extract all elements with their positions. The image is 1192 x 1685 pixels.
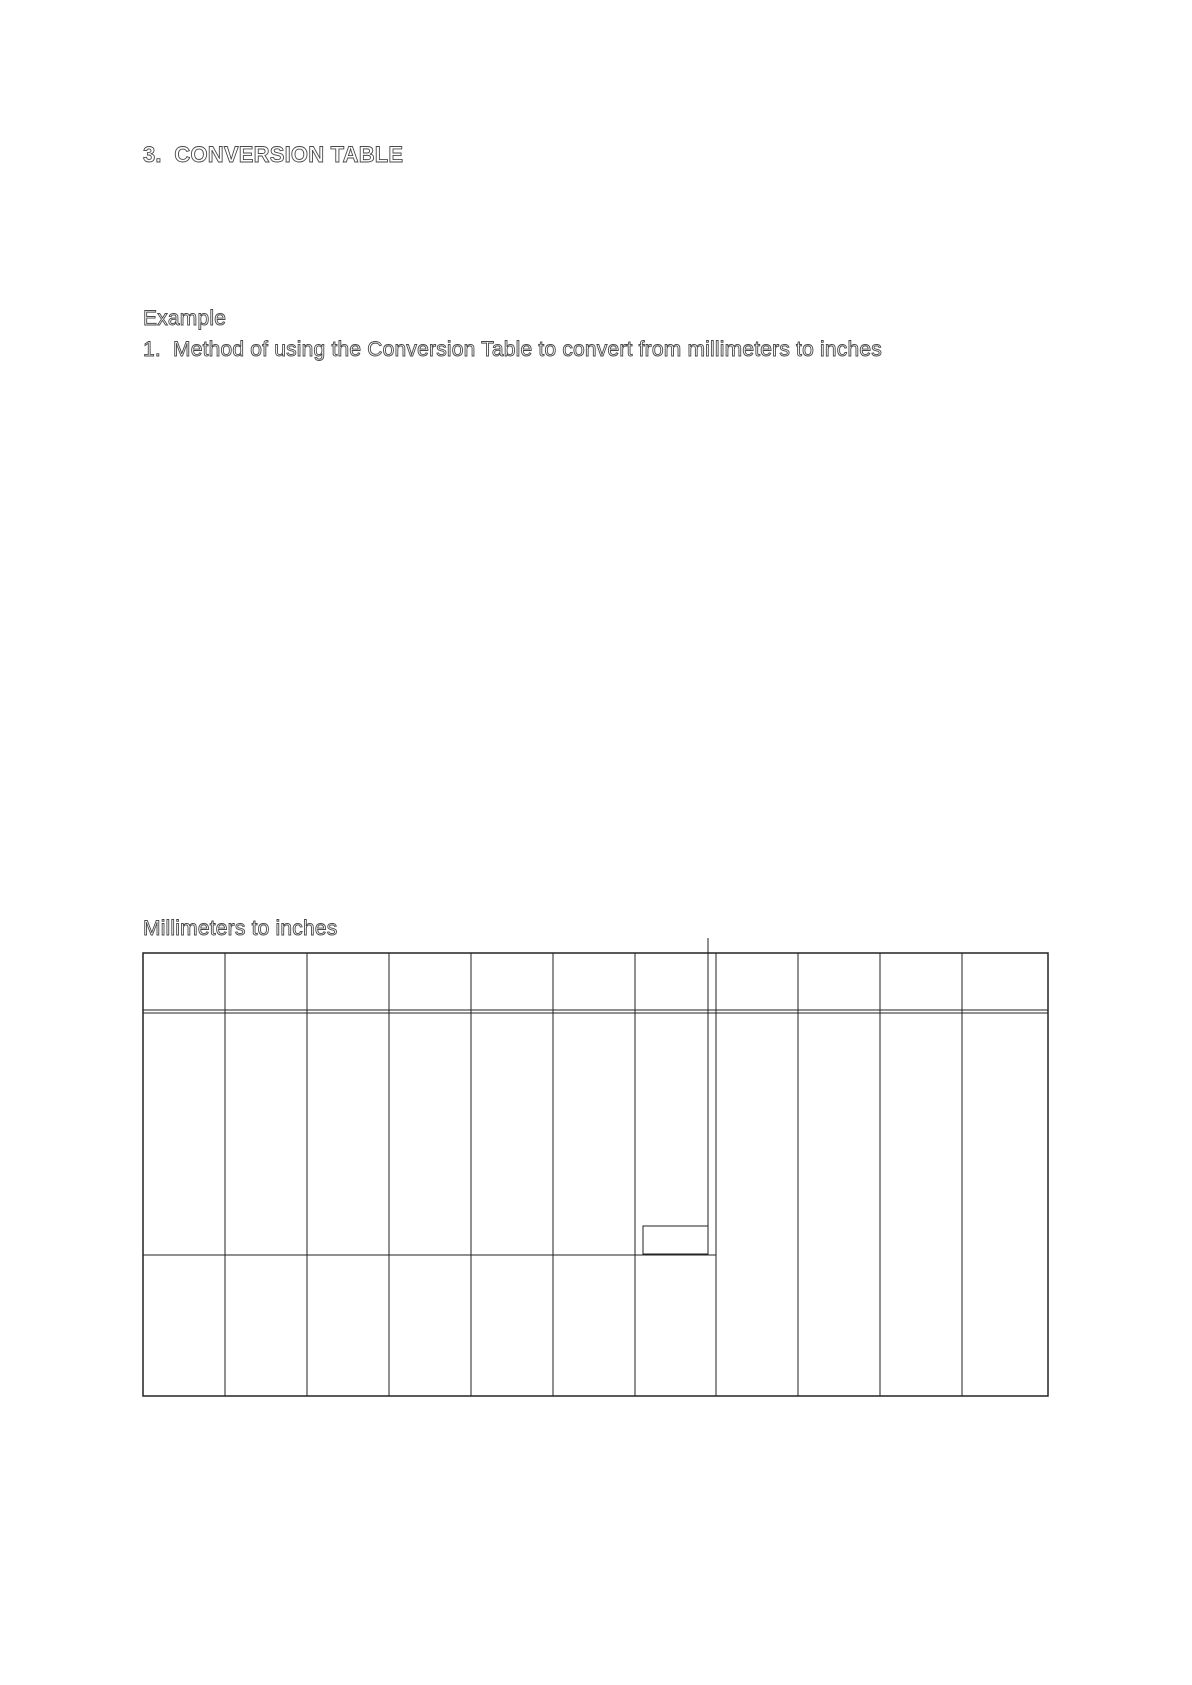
highlighted-result-cell [643, 1226, 708, 1254]
example-item-text: Method of using the Conversion Table to convert from millimeters to inches [173, 338, 882, 361]
example-item-number: 1. [143, 338, 161, 361]
section-title: CONVERSION TABLE [174, 142, 404, 167]
section-number: 3. [143, 142, 162, 167]
example-label: Example [143, 307, 227, 330]
table-caption: Millimeters to inches [143, 917, 338, 940]
table-outer-border [143, 953, 1048, 1396]
